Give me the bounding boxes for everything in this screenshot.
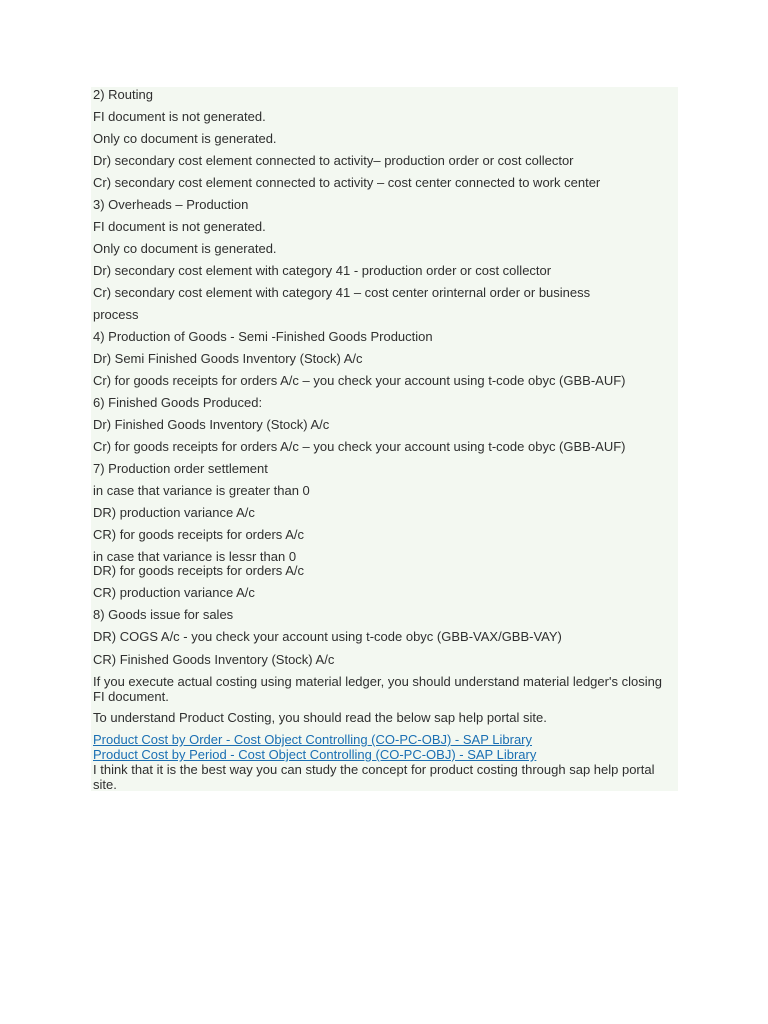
document-body (91, 87, 678, 791)
text-line: in case that variance is lessr than 0 (93, 549, 297, 564)
closing-paragraph: I think that it is the best way you can study the concept for product costing through sap help portal site. (93, 762, 655, 792)
text-line: DR) production variance A/c (93, 505, 255, 520)
text-line: Only co document is generated. (93, 241, 277, 256)
text-line: CR) production variance A/c (93, 585, 255, 600)
text-line: FI document is not generated. (93, 109, 266, 124)
text-line: 4) Production of Goods - Semi -Finished Goods Production (93, 329, 433, 344)
text-line: 2) Routing (93, 87, 153, 102)
text-paragraph: If you execute actual costing using material ledger, you should understand material ledger's closing FI document. (93, 674, 663, 704)
text-line: DR) for goods receipts for orders A/c (93, 563, 304, 578)
text-line: To understand Product Costing, you should read the below sap help portal site. (93, 710, 547, 725)
text-line: CR) Finished Goods Inventory (Stock) A/c (93, 652, 335, 667)
text-line: Cr) secondary cost element with category 41 – cost center orinternal order or business (93, 285, 591, 300)
text-line: 8) Goods issue for sales (93, 607, 234, 622)
text-line: Only co document is generated. (93, 131, 277, 146)
text-line: 3) Overheads – Production (93, 197, 249, 212)
sap-library-link-order[interactable]: Product Cost by Order - Cost Object Controlling (CO-PC-OBJ) - SAP Library (93, 732, 532, 747)
text-line: DR) COGS A/c - you check your account using t-code obyc (GBB-VAX/GBB-VAY) (93, 629, 562, 644)
sap-library-link-period[interactable]: Product Cost by Period - Cost Object Controlling (CO-PC-OBJ) - SAP Library (93, 747, 537, 762)
text-line: in case that variance is greater than 0 (93, 483, 310, 498)
text-line: FI document is not generated. (93, 219, 266, 234)
text-line: 7) Production order settlement (93, 461, 268, 476)
text-line: Cr) secondary cost element connected to activity – cost center connected to work center (93, 175, 601, 190)
text-line: 6) Finished Goods Produced: (93, 395, 263, 410)
text-line: Dr) Semi Finished Goods Inventory (Stock) A/c (93, 351, 363, 366)
text-line: CR) for goods receipts for orders A/c (93, 527, 304, 542)
text-line: process (93, 307, 139, 322)
text-line: Dr) Finished Goods Inventory (Stock) A/c (93, 417, 330, 432)
text-line: Cr) for goods receipts for orders A/c – you check your account using t-code obyc (GBB-AUF) (93, 439, 626, 454)
text-line: Dr) secondary cost element with category 41 - production order or cost collector (93, 263, 552, 278)
text-line: Dr) secondary cost element connected to activity– production order or cost collector (93, 153, 574, 168)
text-line: Cr) for goods receipts for orders A/c – you check your account using t-code obyc (GBB-AUF) (93, 373, 626, 388)
